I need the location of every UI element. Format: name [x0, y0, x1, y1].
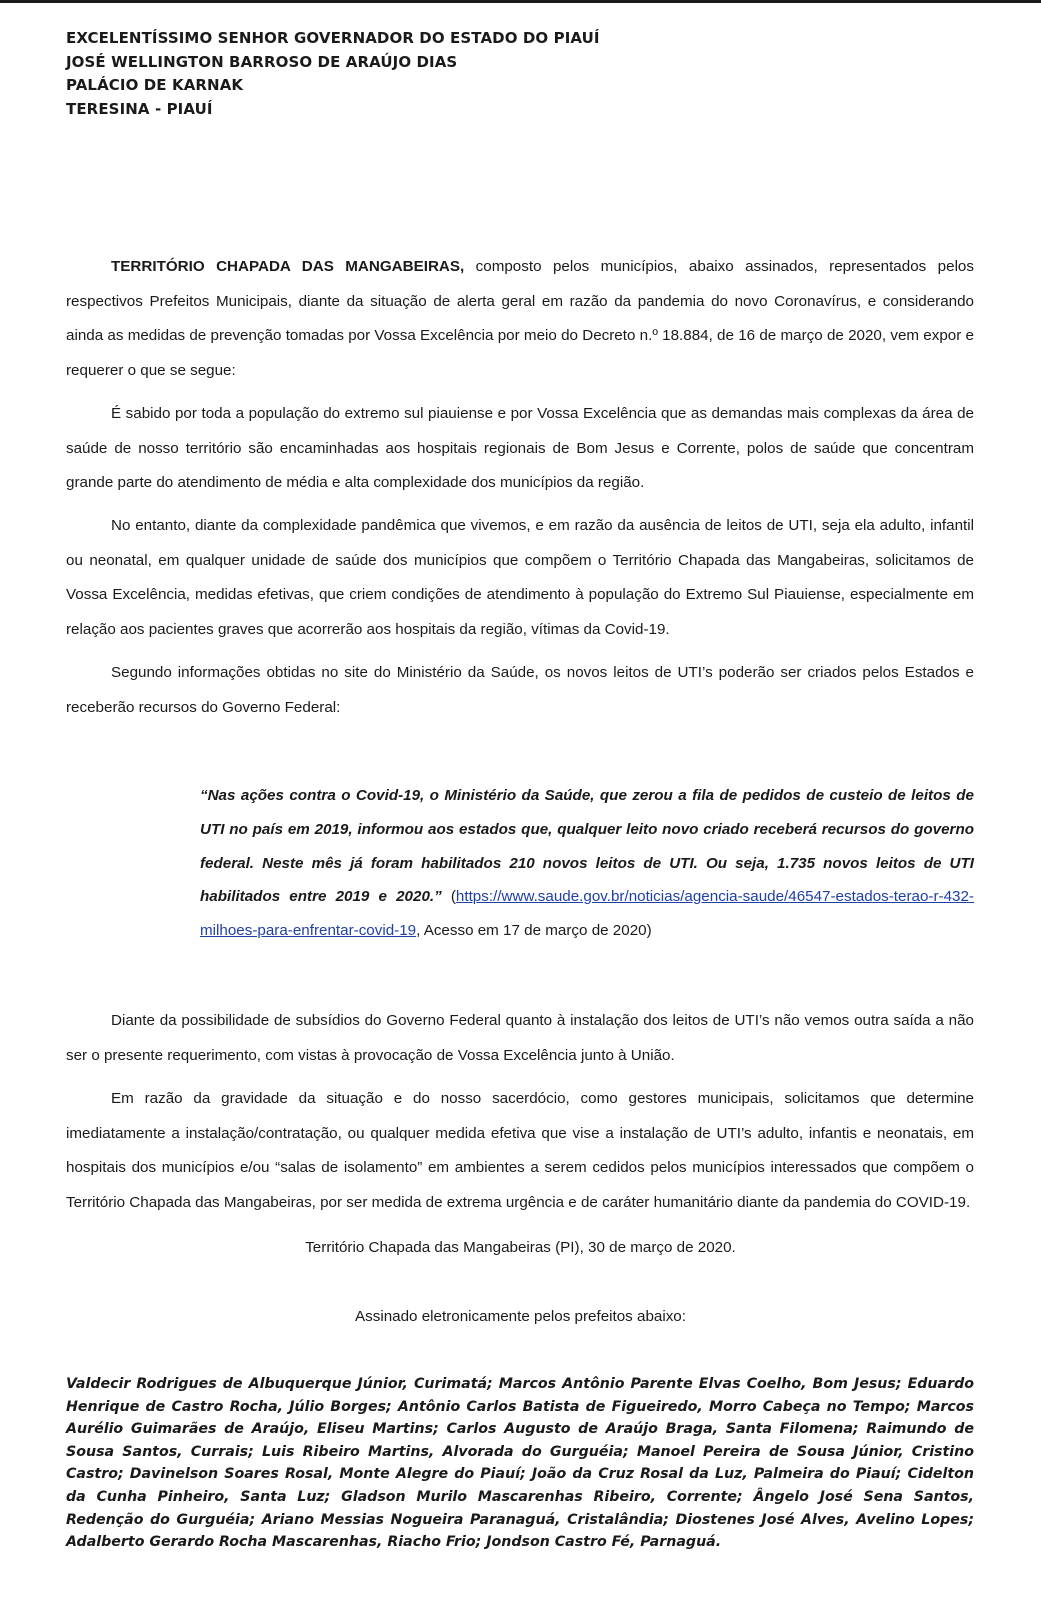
- quote-paren: (: [441, 888, 456, 906]
- paragraph-determination: Em razão da gravidade da situação e do nosso sacerdócio, como gestores municipais, solicitamos que determine imediatamente a instalação/contratação, ou qualquer medida efetiva que vise a instalação de UTI’s adulto, infantis e neonatais, em hospitais dos municípios e/ou “salas de isolamento” em ambientes a serem cedidos pelos municípios interessados que compõem o Território Chapada das Mangabeiras, por ser medida de extrema urgência e de caráter humanitário diante da pandemia do COVID-19.: [66, 1090, 974, 1211]
- paragraph-ministry: Segundo informações obtidas no site do Ministério da Saúde, os novos leitos de UTI’s poderão ser criados pelos Estados e receberão recursos do Governo Federal:: [66, 664, 974, 716]
- paragraph-context: É sabido por toda a população do extremo sul piauiense e por Vossa Excelência que as demandas mais complexas da área de saúde de nosso território são encaminhadas aos hospitais regionais de Bom Jesus e Corrente, polos de saúde que concentram grande parte do atendimento de média e alta complexidade dos municípios da região.: [66, 405, 974, 492]
- territory-name: TERRITÓRIO CHAPADA DAS MANGABEIRAS,: [111, 258, 465, 275]
- paragraph-subsidies: Diante da possibilidade de subsídios do Governo Federal quanto à instalação dos leitos de UTI’s não vemos outra saída a não ser o presente requerimento, com vistas à provocação de Vossa Excelência junto à União.: [66, 1012, 974, 1064]
- signatories-list: Valdecir Rodrigues de Albuquerque Júnior, Curimatá; Marcos Antônio Parente Elvas Coelho, Bom Jesus; Eduardo Henrique de Castro Rocha, Júlio Borges; Antônio Carlos Batista de Figueiredo, Morro Cabeça no Tempo; Marcos Aurélio Guimarães de Araújo, Eliseu Martins; Carlos Augusto de Araújo Braga, Santa Filomena; Raimundo de Sousa Santos, Currais; Luis Ribeiro Martins, Alvorada do Gurguéia; Manoel Pereira de Sousa Júnior, Cristino Castro; Davinelson Soares Rosal, Monte Alegre do Piauí; João da Cruz Rosal da Luz, Palmeira do Piauí; Cidelton da Cunha Pinheiro, Santa Luz; Gladson Murilo Mascarenhas Ribeiro, Corrente; Ângelo José Sena Santos, Redenção do Gurguéia; Ariano Messias Nogueira Paranaguá, Cristalândia; Diostenes José Alves, Avelino Lopes; Adalberto Gerardo Rocha Mascarenhas, Riacho Frio; Jondson Castro Fé, Parnaguá.: [66, 1376, 974, 1551]
- recipient-address: [66, 27, 600, 121]
- address-line-palace: PALÁCIO DE KARNAK: [66, 76, 244, 94]
- quote-access-date: , Acesso em 17 de março de 2020): [416, 922, 652, 940]
- date-line: Território Chapada das Mangabeiras (PI), 30 de março de 2020.: [305, 1239, 736, 1256]
- signed-line: Assinado eletronicamente pelos prefeitos abaixo:: [355, 1308, 686, 1325]
- source-link[interactable]: https://www.saude.gov.br/noticias/agencia-saude/46547-estados-terao-r-432-milhoes-para-enfrentar-covid-19: [200, 888, 974, 940]
- quote-text: “Nas ações contra o Covid-19, o Ministério da Saúde, que zerou a fila de pedidos de custeio de leitos de UTI no país em 2019, informou aos estados que, qualquer leito novo criado receberá recursos do governo federal. Neste mês já foram habilitados 210 novos leitos de UTI. Ou seja, 1.735 novos leitos de UTI habilitados entre 2019 e 2020.”: [200, 787, 974, 906]
- paragraph-intro: [66, 250, 974, 388]
- paragraph-request: No entanto, diante da complexidade pandêmica que vivemos, e em razão da ausência de leitos de UTI, seja ela adulto, infantil ou neonatal, em qualquer unidade de saúde dos municípios que compõem o Território Chapada das Mangabeiras, solicitamos de Vossa Excelência, medidas efetivas, que criem condições de atendimento à população do Extremo Sul Piauiense, especialmente em relação aos pacientes graves que acorrerão aos hospitais da região, vítimas da Covid-19.: [66, 517, 974, 638]
- address-line-name: JOSÉ WELLINGTON BARROSO DE ARAÚJO DIAS: [66, 52, 458, 71]
- address-line-city: TERESINA - PIAUÍ: [66, 99, 213, 118]
- paragraph-intro-text: composto pelos municípios, abaixo assinados, representados pelos respectivos Prefeitos Municipais, diante da situação de alerta geral em razão da pandemia do novo Coronavírus, e considerando ainda as medidas de prevenção tomadas por Vossa Excelência por meio do Decreto n.º 18.884, de 16 de março de 2020, vem expor e requerer o que se segue:: [66, 258, 974, 379]
- ministry-quote: [200, 779, 974, 948]
- address-line-governor: EXCELENTÍSSIMO SENHOR GOVERNADOR DO ESTADO DO PIAUÍ: [66, 29, 600, 47]
